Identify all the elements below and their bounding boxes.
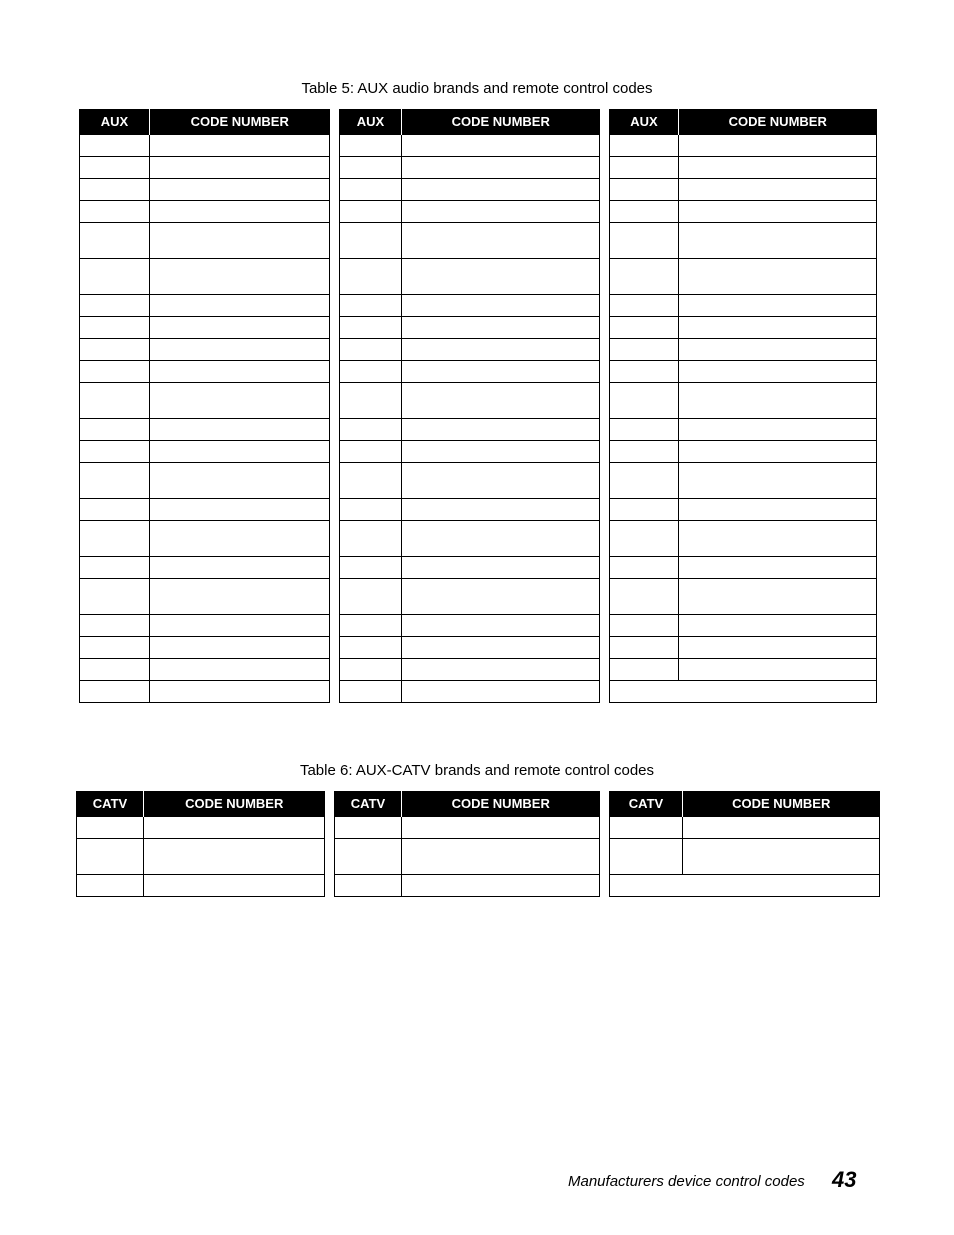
table-row — [610, 135, 877, 157]
code-cell — [150, 681, 330, 703]
brand-cell — [610, 201, 679, 223]
table-row — [340, 361, 600, 383]
table-row — [610, 463, 877, 499]
catv-header: CATV — [335, 791, 402, 817]
brand-cell — [610, 419, 679, 441]
table-row — [610, 839, 880, 875]
brand-cell — [80, 135, 150, 157]
table-row — [80, 659, 330, 681]
code-cell — [402, 499, 600, 521]
table-row — [80, 259, 330, 295]
code-cell — [150, 521, 330, 557]
brand-cell — [80, 361, 150, 383]
brand-cell — [80, 419, 150, 441]
table-row — [77, 817, 325, 839]
table-row — [335, 875, 600, 897]
brand-cell — [610, 295, 679, 317]
table-row — [340, 463, 600, 499]
code-cell — [150, 499, 330, 521]
code-cell — [150, 317, 330, 339]
code-cell — [150, 579, 330, 615]
code-cell — [402, 157, 600, 179]
code-cell — [402, 579, 600, 615]
code-cell — [150, 637, 330, 659]
table5-block-3 — [609, 109, 877, 703]
table-row — [80, 383, 330, 419]
table-row — [610, 223, 877, 259]
code-cell — [144, 839, 325, 875]
brand-cell — [340, 441, 402, 463]
brand-cell — [80, 521, 150, 557]
brand-cell — [335, 875, 402, 897]
brand-cell — [340, 521, 402, 557]
code-cell — [402, 637, 600, 659]
table-row — [610, 875, 880, 897]
brand-cell — [610, 839, 683, 875]
brand-cell — [610, 157, 679, 179]
code-cell — [150, 339, 330, 361]
table-row — [80, 521, 330, 557]
table-row — [340, 339, 600, 361]
code-cell — [144, 875, 325, 897]
brand-cell — [80, 157, 150, 179]
table-row — [610, 659, 877, 681]
code-cell — [402, 875, 600, 897]
table6-block-2 — [334, 791, 600, 897]
table-row — [610, 383, 877, 419]
code-cell — [402, 179, 600, 201]
table-row — [340, 557, 600, 579]
brand-cell — [80, 383, 150, 419]
catv-header: CATV — [77, 791, 144, 817]
code-cell — [679, 223, 877, 259]
code-cell — [679, 441, 877, 463]
code-cell — [402, 615, 600, 637]
code-cell — [150, 361, 330, 383]
table-row — [80, 441, 330, 463]
table-row — [80, 463, 330, 499]
brand-cell — [610, 383, 679, 419]
code-cell — [683, 839, 880, 875]
table-row — [80, 419, 330, 441]
code-cell — [402, 223, 600, 259]
code-cell — [402, 259, 600, 295]
code-cell — [144, 817, 325, 839]
table-row — [80, 615, 330, 637]
table-row — [610, 441, 877, 463]
code-cell — [679, 295, 877, 317]
brand-cell — [80, 295, 150, 317]
table-row — [340, 135, 600, 157]
brand-cell — [340, 637, 402, 659]
table-row — [610, 157, 877, 179]
table-row — [80, 499, 330, 521]
code-cell — [402, 463, 600, 499]
code-cell — [150, 659, 330, 681]
brand-cell — [610, 463, 679, 499]
aux-header: AUX — [340, 109, 402, 135]
brand-cell — [80, 223, 150, 259]
brand-cell — [610, 659, 679, 681]
table-row — [340, 681, 600, 703]
brand-cell — [340, 157, 402, 179]
code-cell — [150, 441, 330, 463]
table-row — [340, 179, 600, 201]
brand-cell — [340, 339, 402, 361]
brand-cell — [340, 223, 402, 259]
table-row — [335, 839, 600, 875]
table-row — [340, 579, 600, 615]
table-row — [610, 817, 880, 839]
table-row — [610, 615, 877, 637]
code-number-header: CODE NUMBER — [402, 109, 600, 135]
table-row — [80, 179, 330, 201]
table-row — [610, 499, 877, 521]
brand-cell — [340, 383, 402, 419]
brand-cell — [80, 615, 150, 637]
table-row — [80, 637, 330, 659]
code-cell — [679, 579, 877, 615]
brand-cell — [80, 681, 150, 703]
code-cell — [150, 259, 330, 295]
table-row — [80, 223, 330, 259]
table-row — [340, 259, 600, 295]
code-cell — [150, 157, 330, 179]
code-cell — [402, 419, 600, 441]
table5-block-2 — [339, 109, 600, 703]
table-cell-empty — [610, 681, 877, 703]
brand-cell — [340, 681, 402, 703]
table-row — [340, 659, 600, 681]
brand-cell — [610, 259, 679, 295]
table-row — [610, 521, 877, 557]
brand-cell — [340, 419, 402, 441]
code-cell — [402, 339, 600, 361]
brand-cell — [80, 339, 150, 361]
code-cell — [679, 419, 877, 441]
table-row — [610, 179, 877, 201]
code-cell — [679, 463, 877, 499]
code-cell — [150, 201, 330, 223]
table-row — [610, 201, 877, 223]
brand-cell — [80, 637, 150, 659]
table-row — [610, 317, 877, 339]
table-row — [335, 817, 600, 839]
brand-cell — [80, 317, 150, 339]
table-row — [610, 259, 877, 295]
brand-cell — [610, 817, 683, 839]
table-row — [340, 157, 600, 179]
table-row — [610, 339, 877, 361]
code-cell — [679, 317, 877, 339]
code-cell — [150, 419, 330, 441]
code-cell — [402, 201, 600, 223]
code-cell — [402, 295, 600, 317]
brand-cell — [80, 259, 150, 295]
brand-cell — [340, 557, 402, 579]
code-cell — [150, 223, 330, 259]
brand-cell — [610, 339, 679, 361]
table-row — [610, 557, 877, 579]
code-cell — [679, 339, 877, 361]
table-row — [340, 499, 600, 521]
brand-cell — [80, 659, 150, 681]
brand-cell — [80, 557, 150, 579]
brand-cell — [610, 521, 679, 557]
code-number-header: CODE NUMBER — [679, 109, 877, 135]
brand-cell — [340, 259, 402, 295]
code-cell — [679, 157, 877, 179]
brand-cell — [340, 615, 402, 637]
brand-cell — [77, 839, 144, 875]
code-cell — [150, 383, 330, 419]
code-number-header: CODE NUMBER — [402, 791, 600, 817]
code-cell — [402, 817, 600, 839]
code-cell — [402, 441, 600, 463]
brand-cell — [80, 499, 150, 521]
code-cell — [402, 557, 600, 579]
brand-cell — [340, 579, 402, 615]
code-cell — [150, 463, 330, 499]
code-cell — [683, 817, 880, 839]
code-number-header: CODE NUMBER — [150, 109, 330, 135]
table-row — [610, 637, 877, 659]
table-row — [340, 615, 600, 637]
table-row — [77, 839, 325, 875]
code-cell — [679, 201, 877, 223]
brand-cell — [610, 499, 679, 521]
code-cell — [679, 557, 877, 579]
brand-cell — [610, 361, 679, 383]
table-row — [340, 419, 600, 441]
footer-section-title: Manufacturers device control codes — [568, 1173, 805, 1190]
table-row — [80, 361, 330, 383]
code-cell — [150, 295, 330, 317]
code-cell — [402, 317, 600, 339]
code-cell — [402, 521, 600, 557]
brand-cell — [77, 817, 144, 839]
brand-cell — [340, 201, 402, 223]
table5-caption: Table 5: AUX audio brands and remote control codes — [301, 80, 653, 97]
code-cell — [679, 383, 877, 419]
table5-block-1 — [79, 109, 330, 703]
code-cell — [679, 521, 877, 557]
table-row — [80, 135, 330, 157]
page-number: 43 — [832, 1167, 857, 1192]
brand-cell — [80, 441, 150, 463]
table-row — [80, 557, 330, 579]
table-row — [80, 681, 330, 703]
brand-cell — [340, 659, 402, 681]
brand-cell — [335, 817, 402, 839]
code-cell — [150, 135, 330, 157]
code-cell — [402, 383, 600, 419]
code-cell — [679, 361, 877, 383]
code-cell — [679, 659, 877, 681]
brand-cell — [340, 499, 402, 521]
table-row — [80, 295, 330, 317]
brand-cell — [80, 579, 150, 615]
table-row — [610, 681, 877, 703]
catv-header: CATV — [610, 791, 683, 817]
brand-cell — [340, 317, 402, 339]
brand-cell — [610, 317, 679, 339]
aux-header: AUX — [610, 109, 679, 135]
table-row — [80, 579, 330, 615]
brand-cell — [610, 135, 679, 157]
brand-cell — [80, 463, 150, 499]
table-row — [610, 579, 877, 615]
brand-cell — [340, 179, 402, 201]
brand-cell — [80, 201, 150, 223]
code-cell — [679, 135, 877, 157]
table-row — [80, 201, 330, 223]
code-cell — [402, 839, 600, 875]
brand-cell — [610, 179, 679, 201]
code-cell — [679, 615, 877, 637]
table-row — [80, 317, 330, 339]
aux-header: AUX — [80, 109, 150, 135]
table6-block-1 — [76, 791, 325, 897]
code-cell — [402, 681, 600, 703]
code-number-header: CODE NUMBER — [144, 791, 325, 817]
code-cell — [402, 361, 600, 383]
code-cell — [150, 179, 330, 201]
code-cell — [679, 259, 877, 295]
table-row — [610, 361, 877, 383]
table-row — [340, 223, 600, 259]
table-row — [340, 637, 600, 659]
code-cell — [679, 637, 877, 659]
table-row — [340, 441, 600, 463]
brand-cell — [610, 637, 679, 659]
brand-cell — [610, 441, 679, 463]
table-row — [340, 383, 600, 419]
brand-cell — [340, 361, 402, 383]
brand-cell — [77, 875, 144, 897]
table6-caption: Table 6: AUX-CATV brands and remote control codes — [299, 762, 655, 779]
code-cell — [679, 499, 877, 521]
table6-block-3 — [609, 791, 880, 897]
code-cell — [402, 659, 600, 681]
table-cell-empty — [610, 875, 880, 897]
brand-cell — [610, 223, 679, 259]
brand-cell — [610, 557, 679, 579]
brand-cell — [340, 295, 402, 317]
brand-cell — [80, 179, 150, 201]
table-row — [610, 419, 877, 441]
table-row — [340, 317, 600, 339]
brand-cell — [340, 135, 402, 157]
table-row — [80, 339, 330, 361]
brand-cell — [610, 579, 679, 615]
table-row — [80, 157, 330, 179]
code-cell — [150, 557, 330, 579]
code-cell — [402, 135, 600, 157]
table-row — [610, 295, 877, 317]
table-row — [340, 521, 600, 557]
table-row — [77, 875, 325, 897]
code-cell — [679, 179, 877, 201]
brand-cell — [610, 615, 679, 637]
brand-cell — [335, 839, 402, 875]
brand-cell — [340, 463, 402, 499]
table-row — [340, 295, 600, 317]
table-row — [340, 201, 600, 223]
code-number-header: CODE NUMBER — [683, 791, 880, 817]
code-cell — [150, 615, 330, 637]
